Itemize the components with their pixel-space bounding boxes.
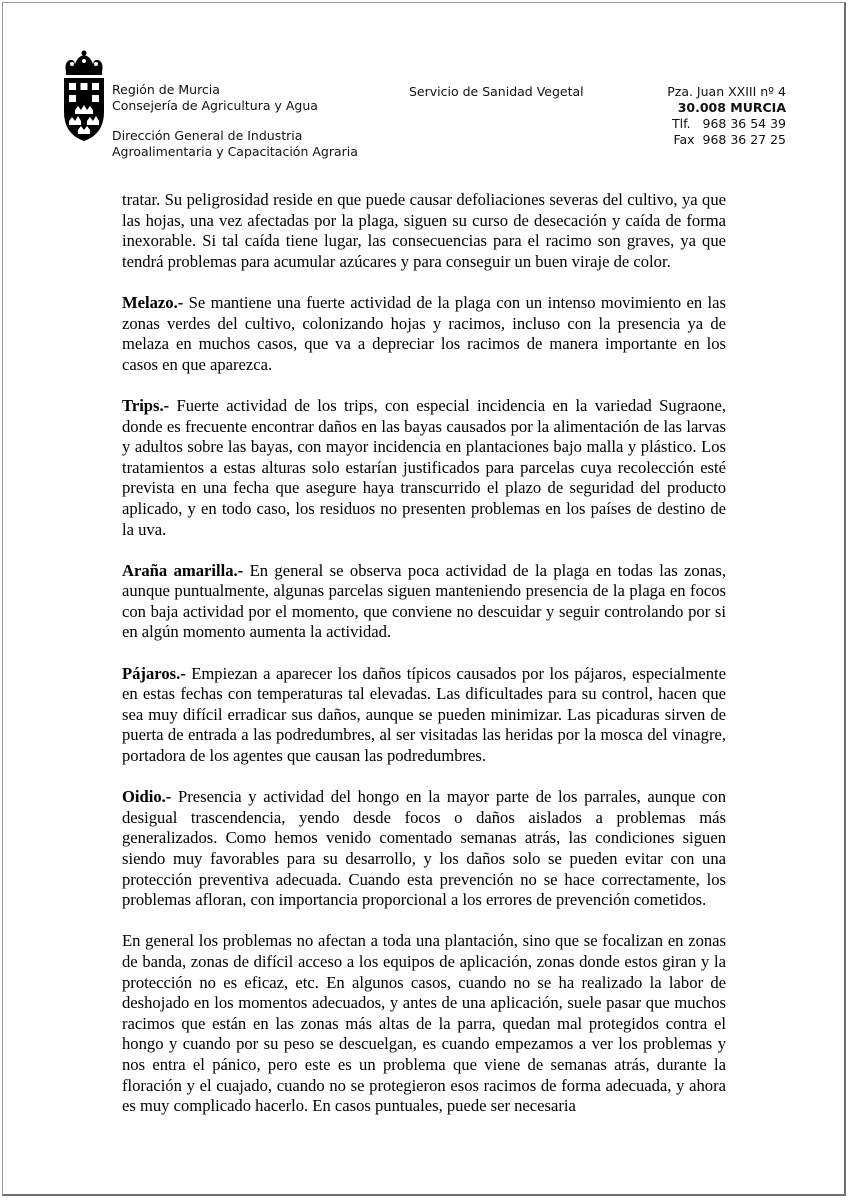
paragraph-text: Fuerte actividad de los trips, con especial incidencia en la variedad Sugraone, donde es frecuente encontrar daños en las bayas causados por la alimentación de las larvas y adultos sobre las bayas, con mayor incidencia en plantaciones bajo malla y plástico. Los tratamientos a estas alturas solo estarían justificados para parcelas cuya recolección esté prevista en una fecha que asegure haya transcurrido el plazo de seguridad del producto aplicado, y en todo caso, los residuos no presenten problemas en los países de destino de la uva. [122, 395, 726, 539]
paragraph-heading: Pájaros.- [122, 663, 186, 683]
org-line-2: Consejería de Agricultura y Agua [112, 98, 318, 113]
org-line-1: Región de Murcia [112, 82, 220, 97]
organization-name [112, 82, 318, 114]
paragraph [122, 396, 726, 540]
postal-city: 30.008 MURCIA [677, 100, 786, 115]
contact-address [667, 84, 786, 148]
fax-number: Fax 968 36 27 25 [673, 132, 786, 147]
paragraph-text: Presencia y actividad del hongo en la mayor parte de los parrales, aunque con desigual trascendencia, yendo desde focos o daños aislados a problemas más generalizados. Como hemos venido comentado semanas atrás, las condiciones siguen siendo muy favorables para su desarrollo, y los daños solo se pueden evitar con una protección preventiva adecuada. Cuando esta prevención no se hace correctamente, los problemas afloran, con importancia proporcional a los errores de prevención cometidos. [122, 787, 726, 910]
paragraph [122, 664, 726, 767]
paragraph-text: Se mantiene una fuerte actividad de la plaga con un intenso movimiento en las zonas verdes del cultivo, colonizando hojas y racimos, incluso con la presencia ya de melaza en muchos casos, que va a depreciar los racimos de manera importante en los casos en que aparezca. [122, 292, 726, 374]
paragraph [122, 931, 726, 1116]
paragraph-text: Empiezan a aparecer los daños típicos causados por los pájaros, especialmente en estas fechas con temperaturas tal elevadas. Las dificultades para su control, hacen que sea muy difícil erradicar sus daños, aunque se pueden minimizar. Las picaduras sirven de puerta de entrada a las podredumbres, al ser visitadas las heridas por la mosca del vinagre, portadora de los agentes que causan las podredumbres. [122, 663, 726, 766]
region-murcia-coat-of-arms-icon [60, 50, 108, 142]
paragraph-heading: Trips.- [122, 395, 170, 415]
paragraph [122, 190, 726, 272]
paragraph-text: En general los problemas no afectan a toda una plantación, sino que se focalizan en zonas de banda, zonas de difícil acceso a los equipos de aplicación, zonas donde estos giran y la protección no es eficaz, etc. En algunos casos, cuando no se ha realizado la labor de deshojado en los momentos adecuados, y antes de una aplicación, suele pasar que muchos racimos que están en las zonas más altas de la parra, quedan mal protegidos contra el hongo y cuando por su peso se descuelgan, es cuando empezamos a ver los problemas y nos entra el pánico, pero este es un problema que viene de semanas atrás, durante la floración y el cuajado, cuando no se protegieron esos racimos de forma adecuada, y ahora es muy complicado hacerlo. En casos puntuales, puede ser necesaria [122, 931, 726, 1116]
paragraph [122, 561, 726, 643]
department-name [112, 128, 358, 160]
letterhead [0, 0, 850, 170]
paragraph [122, 293, 726, 375]
document-body [122, 190, 726, 1137]
paragraph [122, 787, 726, 911]
paragraph-heading: Oidio.- [122, 787, 172, 807]
dept-line-2: Agroalimentaria y Capacitación Agraria [112, 144, 358, 159]
street-address: Pza. Juan XXIII nº 4 [667, 84, 786, 99]
paragraph-heading: Melazo.- [122, 292, 184, 312]
phone-number: Tlf. 968 36 54 39 [672, 116, 786, 131]
paragraph-text: En general se observa poca actividad de la plaga en todas las zonas, aunque puntualmente, algunas parcelas siguen manteniendo presencia de la plaga en focos con baja actividad por el momento, que conviene no descuidar y seguir controlando por si en algún momento aumenta la actividad. [122, 560, 726, 642]
paragraph-text: tratar. Su peligrosidad reside en que puede causar defoliaciones severas del cultivo, ya que las hojas, una vez afectadas por la plaga, siguen su curso de desecación y caída de forma inexorable. Si tal caída tiene lugar, las consecuencias para el racimo son graves, ya que tendrá problemas para acumular azúcares y para conseguir un buen viraje de color. [122, 190, 726, 271]
dept-line-1: Dirección General de Industria [112, 128, 303, 143]
paragraph-heading: Araña amarilla.- [122, 560, 244, 580]
service-name: Servicio de Sanidad Vegetal [409, 84, 584, 99]
